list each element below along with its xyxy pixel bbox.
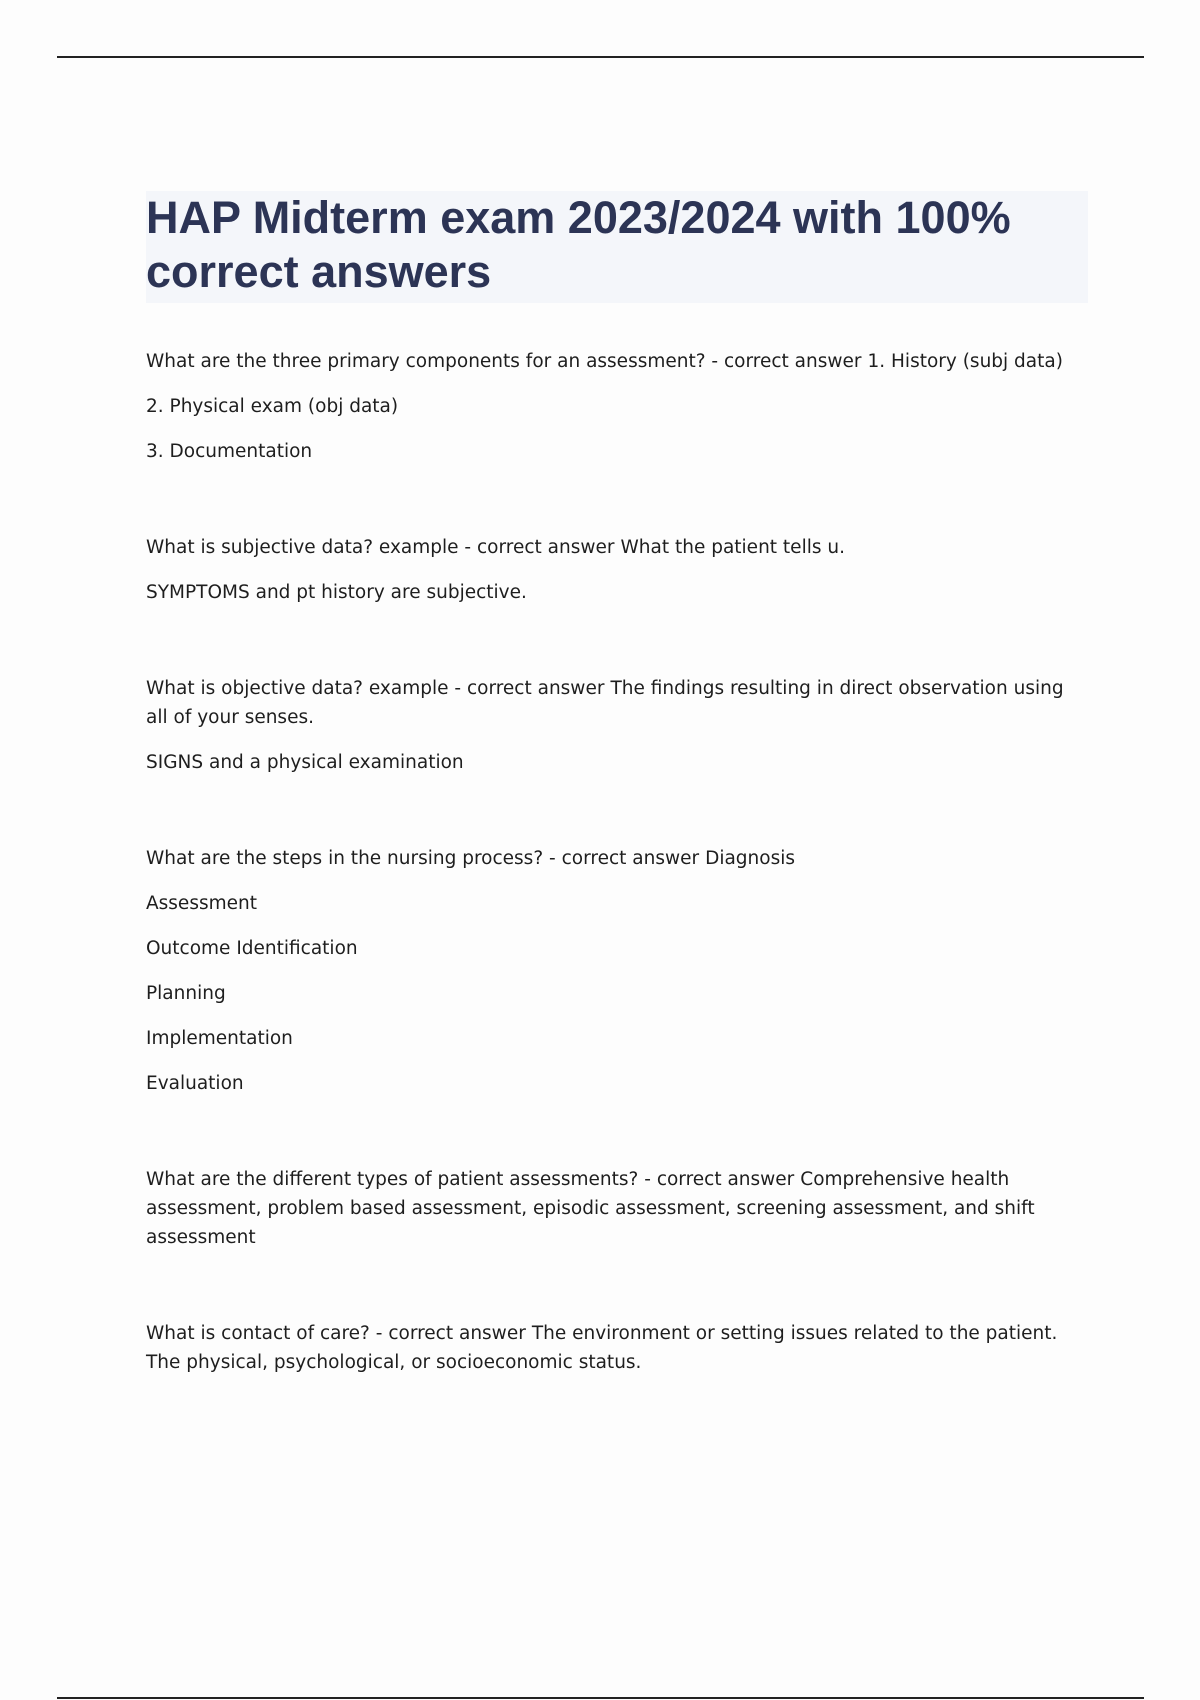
qa-item xyxy=(146,347,1086,466)
qa-list xyxy=(146,347,1086,1377)
bottom-rule xyxy=(57,1697,1144,1699)
qa-item xyxy=(146,674,1086,777)
answer-text: The findings resulting in direct observation using all of your senses. xyxy=(146,678,1064,728)
answer-line: SYMPTOMS and pt history are subjective. xyxy=(146,582,527,603)
answer-text: Diagnosis xyxy=(705,848,796,869)
answer-marker: correct answer xyxy=(656,1169,795,1190)
question-line xyxy=(146,1165,1086,1252)
answer-marker: correct answer xyxy=(477,537,615,558)
qa-item xyxy=(146,844,1086,1098)
answer-line: SIGNS and a physical examination xyxy=(146,752,464,773)
question-text: What is subjective data? example - xyxy=(146,537,472,558)
qa-item xyxy=(146,1165,1086,1252)
answer-marker: correct answer xyxy=(561,848,700,869)
answer-line: Planning xyxy=(146,983,226,1004)
answer-text: Comprehensive health assessment, problem based assessment, episodic assessment, screening assessment, and shift assessment xyxy=(146,1169,1035,1248)
question-line xyxy=(146,844,1086,873)
question-line xyxy=(146,533,1086,562)
question-line xyxy=(146,1319,1086,1377)
answer-text: 1. History (subj data) xyxy=(867,351,1063,372)
answer-line: 2. Physical exam (obj data) xyxy=(146,396,399,417)
question-text: What is objective data? example - xyxy=(146,678,462,699)
answer-marker: correct answer xyxy=(466,678,605,699)
question-text: What are the different types of patient assessments? - xyxy=(146,1169,651,1190)
question-text: What are the three primary components for an assessment? - xyxy=(146,351,719,372)
answer-line: Evaluation xyxy=(146,1073,244,1094)
question-line xyxy=(146,674,1086,732)
answer-text: The environment or setting issues related to the patient. The physical, psychological, or socioeconomic status. xyxy=(146,1323,1058,1373)
question-text: What is contact of care? - xyxy=(146,1323,383,1344)
answer-line: Implementation xyxy=(146,1028,293,1049)
document-title: HAP Midterm exam 2023/2024 with 100% correct answers xyxy=(146,192,1011,297)
qa-item xyxy=(146,533,1086,607)
qa-item xyxy=(146,1319,1086,1377)
answer-text: What the patient tells u. xyxy=(620,537,845,558)
answer-line: Outcome Identification xyxy=(146,938,358,959)
answer-line: Assessment xyxy=(146,893,257,914)
answer-marker: correct answer xyxy=(388,1323,526,1344)
top-rule xyxy=(57,56,1144,58)
question-text: What are the steps in the nursing process? - xyxy=(146,848,556,869)
question-line xyxy=(146,347,1086,376)
answer-marker: correct answer xyxy=(724,351,862,372)
answer-line: 3. Documentation xyxy=(146,441,313,462)
